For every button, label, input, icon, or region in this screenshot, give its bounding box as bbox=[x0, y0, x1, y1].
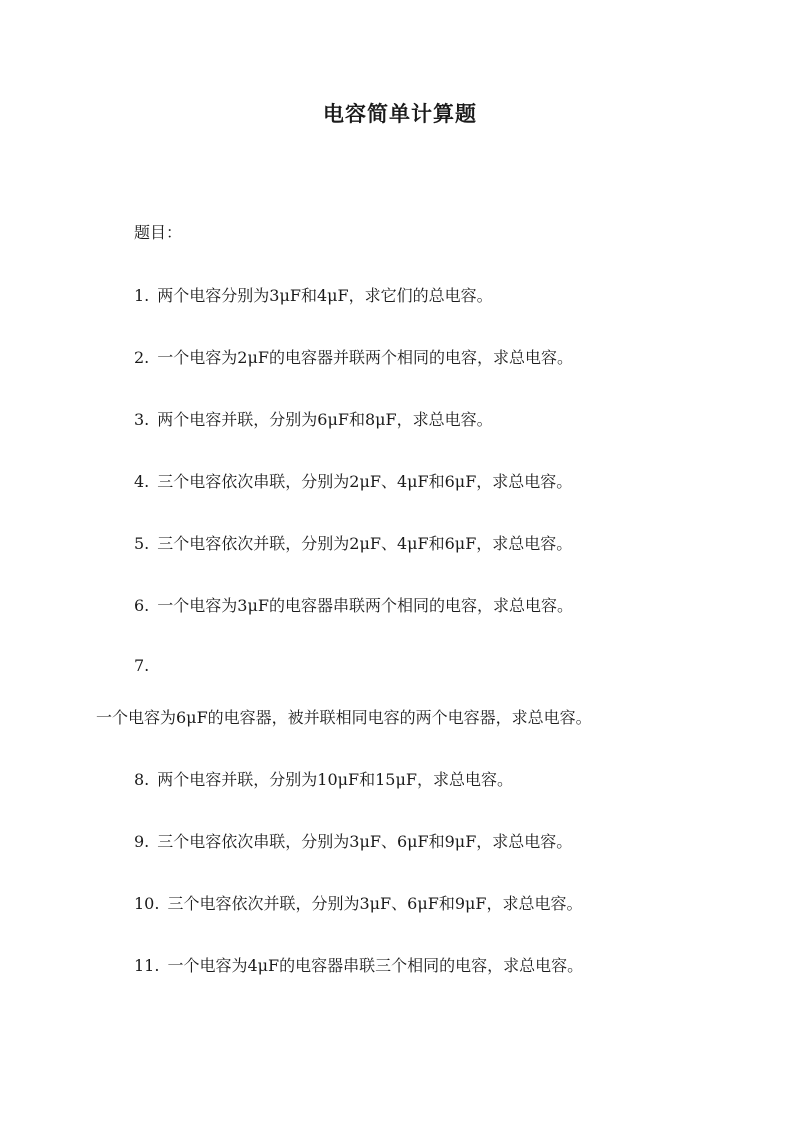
question-item bbox=[134, 767, 513, 790]
question-number: 3. bbox=[134, 410, 150, 429]
question-text: 三个电容依次并联，分别为3μF、6μF和9μF，求总电容。 bbox=[167, 894, 583, 913]
question-number: 9. bbox=[134, 832, 150, 851]
question-text-continuation: 一个电容为6μF的电容器，被并联相同电容的两个电容器，求总电容。 bbox=[96, 708, 592, 727]
page-title: 电容简单计算题 bbox=[323, 101, 477, 126]
question-item bbox=[134, 345, 573, 368]
question-number-standalone: 7. bbox=[134, 656, 150, 675]
question-number: 11. bbox=[134, 956, 160, 975]
question-text: 三个电容依次并联，分别为2μF、4μF和6μF，求总电容。 bbox=[157, 534, 573, 553]
section-label: 题目： bbox=[134, 223, 183, 242]
question-number: 8. bbox=[134, 770, 150, 789]
question-text: 三个电容依次串联，分别为2μF、4μF和6μF，求总电容。 bbox=[157, 472, 573, 491]
question-number: 5. bbox=[134, 534, 150, 553]
question-item bbox=[134, 283, 493, 306]
question-number: 10. bbox=[134, 894, 160, 913]
question-item bbox=[134, 953, 583, 976]
question-text: 一个电容为2μF的电容器并联两个相同的电容，求总电容。 bbox=[157, 348, 573, 367]
question-text: 一个电容为4μF的电容器串联三个相同的电容，求总电容。 bbox=[167, 956, 584, 975]
question-number: 1. bbox=[134, 286, 150, 305]
question-item bbox=[134, 469, 572, 492]
question-text: 两个电容分别为3μF和4μF，求它们的总电容。 bbox=[157, 286, 493, 305]
question-number: 4. bbox=[134, 472, 150, 491]
question-item bbox=[134, 407, 493, 430]
question-item bbox=[134, 593, 573, 616]
question-text: 两个电容并联，分别为10μF和15μF，求总电容。 bbox=[157, 770, 513, 789]
question-text: 三个电容依次串联，分别为3μF、6μF和9μF，求总电容。 bbox=[157, 832, 573, 851]
question-item bbox=[134, 531, 572, 554]
question-text: 一个电容为3μF的电容器串联两个相同的电容，求总电容。 bbox=[157, 596, 573, 615]
question-item bbox=[134, 891, 583, 914]
question-number: 2. bbox=[134, 348, 150, 367]
question-item bbox=[134, 829, 572, 852]
question-text: 两个电容并联，分别为6μF和8μF，求总电容。 bbox=[157, 410, 493, 429]
question-number: 6. bbox=[134, 596, 150, 615]
